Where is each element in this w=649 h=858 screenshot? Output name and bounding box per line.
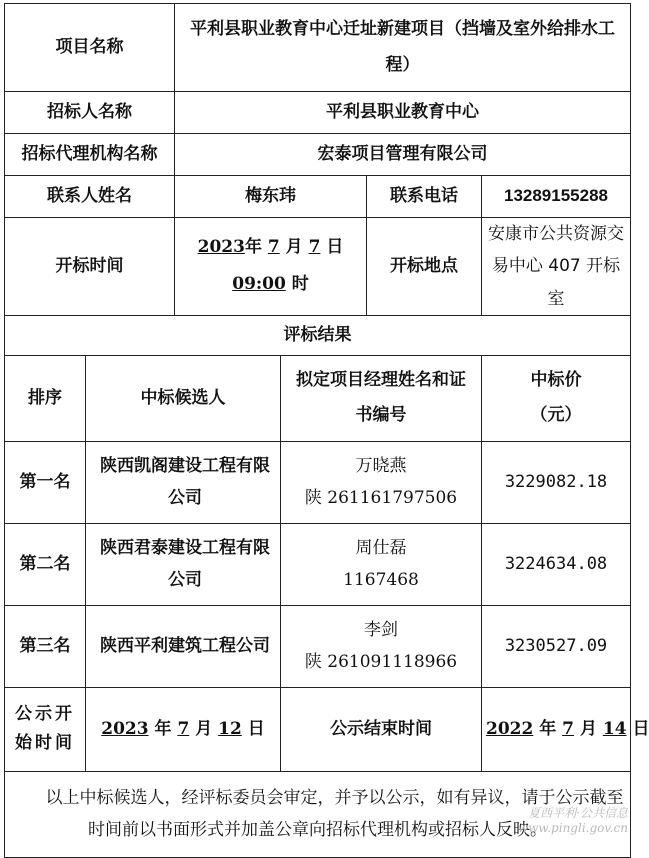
row-contact — [5, 176, 631, 218]
row-manager-name: 李剑 — [364, 620, 398, 641]
opening-place-label: 开标地点 — [367, 218, 482, 316]
row-manager-name: 周仕磊 — [355, 538, 407, 559]
opening-time-value — [175, 218, 367, 316]
row-manager — [281, 605, 482, 687]
row-candidate: 陕西君泰建设工程有限公司 — [86, 523, 281, 605]
table-row — [5, 441, 631, 523]
opening-month-unit: 月 — [285, 237, 303, 258]
publicity-end-value — [482, 687, 649, 771]
contact-name-label: 联系人姓名 — [5, 176, 175, 218]
publicity-start-month-unit: 月 — [195, 719, 213, 740]
bid-result-table — [4, 3, 649, 858]
publicity-end-day: 14 — [602, 719, 627, 740]
notice-text: 以上中标候选人，经评标委员会审定，并予以公示，如有异议，请于公示截至时间前以书面形式并加盖公章向招标代理机构或招标人反映。 — [5, 771, 631, 857]
row-results-title — [5, 315, 631, 355]
publicity-end-year-unit: 年 — [539, 719, 557, 740]
opening-clock: 09:00 — [232, 274, 286, 295]
row-agency — [5, 134, 631, 176]
tenderer-value: 平利县职业教育中心 — [175, 92, 631, 134]
table-row — [5, 523, 631, 605]
row-manager-cert: 陕 261091118966 — [304, 652, 458, 673]
row-price: 3224634.08 — [482, 523, 631, 605]
agency-label: 招标代理机构名称 — [5, 134, 175, 176]
row-manager-name: 万晓燕 — [355, 456, 407, 477]
row-rank: 第三名 — [5, 605, 86, 687]
header-price-line2: （元） — [530, 405, 582, 426]
watermark-line1: 夏西平利·公共信息 — [528, 806, 628, 820]
header-price-line1: 中标价 — [530, 369, 582, 390]
publicity-end-label: 公示结束时间 — [281, 687, 482, 771]
results-header-row — [5, 355, 631, 441]
table-row — [5, 605, 631, 687]
row-opening — [5, 218, 631, 316]
contact-phone-label: 联系电话 — [367, 176, 482, 218]
row-price: 3229082.18 — [482, 441, 631, 523]
row-rank: 第一名 — [5, 441, 86, 523]
header-rank: 排序 — [5, 355, 86, 441]
row-manager — [281, 441, 482, 523]
row-rank: 第二名 — [5, 523, 86, 605]
opening-year: 2023 — [197, 237, 245, 258]
contact-name-value: 梅东玮 — [175, 176, 367, 218]
row-candidate: 陕西凯阁建设工程有限公司 — [86, 441, 281, 523]
header-candidate: 中标候选人 — [86, 355, 281, 441]
row-manager-cert: 1167468 — [343, 570, 419, 591]
opening-month: 7 — [267, 237, 280, 258]
publicity-start-value — [86, 687, 281, 771]
opening-clock-unit: 时 — [291, 274, 309, 295]
publicity-end-month: 7 — [562, 719, 575, 740]
row-manager — [281, 523, 482, 605]
header-price — [482, 355, 631, 441]
publicity-start-label: 公示开始时间 — [5, 687, 86, 771]
publicity-start-year-unit: 年 — [154, 719, 172, 740]
contact-phone-value: 13289155288 — [482, 176, 631, 218]
opening-place-value: 安康市公共资源交易中心 407 开标室 — [482, 218, 631, 316]
opening-day: 7 — [308, 237, 321, 258]
publicity-start-year: 2023 — [101, 719, 149, 740]
publicity-start-day: 12 — [218, 719, 242, 740]
header-manager: 拟定项目经理姓名和证书编号 — [281, 355, 482, 441]
publicity-end-day-unit: 日 — [632, 719, 649, 740]
site-watermark — [518, 806, 628, 836]
publicity-end-year: 2022 — [486, 719, 534, 740]
row-project — [5, 4, 631, 92]
row-tenderer — [5, 92, 631, 134]
row-price: 3230527.09 — [482, 605, 631, 687]
opening-day-unit: 日 — [326, 237, 344, 258]
publicity-start-month: 7 — [177, 719, 190, 740]
project-label: 项目名称 — [5, 4, 175, 92]
results-section-title: 评标结果 — [5, 315, 631, 355]
watermark-line2: www.pingli.gov.cn — [517, 821, 628, 835]
row-publicity — [5, 687, 631, 771]
opening-time-label: 开标时间 — [5, 218, 175, 316]
publicity-start-day-unit: 日 — [247, 719, 265, 740]
opening-year-unit: 年 — [244, 237, 262, 258]
publicity-end-month-unit: 月 — [579, 719, 597, 740]
row-candidate: 陕西平利建筑工程公司 — [86, 605, 281, 687]
tenderer-label: 招标人名称 — [5, 92, 175, 134]
agency-value: 宏泰项目管理有限公司 — [175, 134, 631, 176]
row-manager-cert: 陕 261161797506 — [304, 488, 458, 509]
project-value: 平利县职业教育中心迁址新建项目（挡墙及室外给排水工程） — [175, 4, 631, 92]
